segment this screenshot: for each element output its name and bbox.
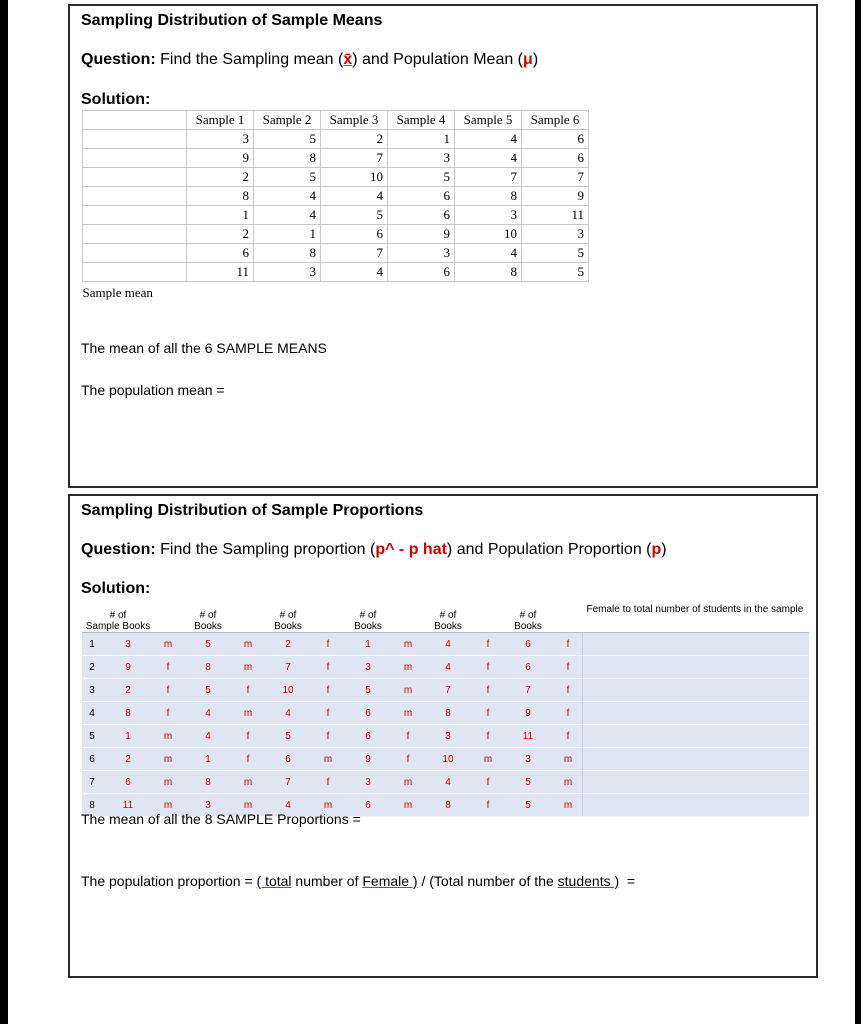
sample-value: 6 bbox=[187, 244, 254, 263]
books-value: 8 bbox=[422, 702, 474, 725]
table-row bbox=[82, 748, 809, 771]
gender-value: f bbox=[474, 679, 502, 702]
question-label: Question: bbox=[81, 541, 156, 558]
sample-value: 7 bbox=[455, 168, 522, 187]
sample-header: Sample 3 bbox=[321, 111, 388, 130]
sample-value: 4 bbox=[455, 149, 522, 168]
gender-value: m bbox=[394, 702, 422, 725]
gender-value: m bbox=[314, 794, 342, 817]
pop-prop-female: Female ) bbox=[362, 873, 418, 889]
books-value: 3 bbox=[102, 633, 154, 656]
sample-value: 8 bbox=[187, 187, 254, 206]
sample-value: 4 bbox=[321, 187, 388, 206]
mu-symbol: μ bbox=[523, 51, 533, 68]
sample-value: 9 bbox=[187, 149, 254, 168]
sample-value: 6 bbox=[321, 225, 388, 244]
col-header: # of Books bbox=[502, 600, 554, 633]
pop-prop-prefix: The population proportion = bbox=[81, 873, 257, 889]
sample-value: 11 bbox=[187, 263, 254, 282]
sample-value: 1 bbox=[388, 130, 455, 149]
table-row bbox=[83, 206, 589, 225]
gender-value: m bbox=[394, 771, 422, 794]
sample-value: 4 bbox=[455, 244, 522, 263]
question-label: Question: bbox=[81, 51, 156, 68]
mean-of-proportions-text: The mean of all the 8 SAMPLE Proportions = bbox=[81, 811, 361, 827]
gender-value: m bbox=[234, 702, 262, 725]
question-line bbox=[81, 541, 667, 559]
gender-value: f bbox=[474, 702, 502, 725]
row-index: 1 bbox=[82, 633, 102, 656]
row-index: 6 bbox=[82, 748, 102, 771]
books-value: 8 bbox=[182, 656, 234, 679]
gender-value: f bbox=[554, 702, 583, 725]
gender-value: f bbox=[314, 702, 342, 725]
samples-table bbox=[82, 110, 589, 304]
sample-header: Sample 1 bbox=[187, 111, 254, 130]
sample-value: 9 bbox=[522, 187, 589, 206]
books-value: 9 bbox=[102, 656, 154, 679]
gender-value: f bbox=[474, 656, 502, 679]
books-value: 3 bbox=[502, 748, 554, 771]
question-line bbox=[81, 51, 538, 69]
gender-value: m bbox=[234, 656, 262, 679]
table-header-row bbox=[83, 111, 589, 130]
row-index: 2 bbox=[82, 656, 102, 679]
sample-value: 7 bbox=[321, 244, 388, 263]
gender-value: f bbox=[154, 679, 182, 702]
gender-value: m bbox=[554, 794, 583, 817]
gender-value: f bbox=[314, 679, 342, 702]
books-value: 1 bbox=[182, 748, 234, 771]
gender-value: m bbox=[394, 656, 422, 679]
sample-value: 1 bbox=[254, 225, 321, 244]
sample-value: 9 bbox=[388, 225, 455, 244]
books-value: 2 bbox=[102, 679, 154, 702]
sample-header: Sample 6 bbox=[522, 111, 589, 130]
books-value: 1 bbox=[342, 633, 394, 656]
table-row bbox=[82, 633, 809, 656]
gender-value: f bbox=[234, 748, 262, 771]
gender-value: f bbox=[234, 679, 262, 702]
gender-value: m bbox=[554, 748, 583, 771]
table-row bbox=[82, 702, 809, 725]
sample-value: 11 bbox=[522, 206, 589, 225]
sample-value: 4 bbox=[254, 206, 321, 225]
table-header-row bbox=[82, 600, 809, 633]
books-value: 4 bbox=[422, 656, 474, 679]
sample-proportions-section bbox=[68, 494, 818, 978]
gender-value: f bbox=[154, 702, 182, 725]
sample-value: 2 bbox=[187, 225, 254, 244]
gender-value: f bbox=[554, 725, 583, 748]
gender-value: f bbox=[154, 656, 182, 679]
gender-value: m bbox=[154, 748, 182, 771]
female-ratio-header: Female to total number of students in the sample bbox=[583, 600, 809, 633]
sample-value: 4 bbox=[321, 263, 388, 282]
table-row bbox=[83, 187, 589, 206]
books-value: 7 bbox=[502, 679, 554, 702]
sample-value: 3 bbox=[187, 130, 254, 149]
gender-value: f bbox=[554, 679, 583, 702]
col-header: # of Books bbox=[342, 600, 394, 633]
gender-value: f bbox=[314, 656, 342, 679]
sample-value: 5 bbox=[321, 206, 388, 225]
gender-value: f bbox=[474, 725, 502, 748]
gender-value: f bbox=[394, 725, 422, 748]
gender-value: m bbox=[154, 633, 182, 656]
pop-prop-mid2: / (Total number of the bbox=[417, 873, 558, 889]
table-row bbox=[82, 656, 809, 679]
books-value: 5 bbox=[182, 679, 234, 702]
col-header: # of Books bbox=[422, 600, 474, 633]
gender-value: m bbox=[234, 771, 262, 794]
sample-value: 5 bbox=[254, 130, 321, 149]
sample-means-section bbox=[68, 4, 818, 488]
sample-value: 4 bbox=[455, 130, 522, 149]
table-row bbox=[83, 263, 589, 282]
books-value: 6 bbox=[502, 656, 554, 679]
sample-value: 3 bbox=[388, 244, 455, 263]
sample-value: 3 bbox=[455, 206, 522, 225]
gender-value: m bbox=[234, 633, 262, 656]
solution-label: Solution: bbox=[81, 580, 151, 597]
sample-value: 8 bbox=[254, 244, 321, 263]
sample-mean-label: Sample mean bbox=[82, 284, 153, 300]
sample-value: 2 bbox=[187, 168, 254, 187]
books-value: 5 bbox=[182, 633, 234, 656]
books-value: 9 bbox=[342, 748, 394, 771]
p-symbol: p bbox=[651, 541, 662, 558]
row-index: 5 bbox=[82, 725, 102, 748]
gender-value: f bbox=[474, 771, 502, 794]
sample-value: 6 bbox=[388, 206, 455, 225]
sample-value: 1 bbox=[187, 206, 254, 225]
sample-header: Sample 5 bbox=[455, 111, 522, 130]
sample-value: 10 bbox=[321, 168, 388, 187]
question-text: Find the Sampling mean ( bbox=[160, 51, 344, 68]
gender-value: m bbox=[234, 794, 262, 817]
sample-value: 6 bbox=[388, 263, 455, 282]
gender-value: m bbox=[154, 771, 182, 794]
right-black-border bbox=[855, 0, 861, 1024]
gender-value: f bbox=[314, 725, 342, 748]
female-ratio-cell bbox=[583, 702, 809, 725]
female-ratio-cell bbox=[583, 771, 809, 794]
solution-label: Solution: bbox=[81, 91, 151, 108]
question-text: Find the Sampling proportion ( bbox=[160, 541, 376, 558]
books-value: 3 bbox=[342, 656, 394, 679]
books-value: 9 bbox=[502, 702, 554, 725]
sample-value: 5 bbox=[388, 168, 455, 187]
books-value: 3 bbox=[182, 794, 234, 817]
books-value: 8 bbox=[182, 771, 234, 794]
sample-value: 6 bbox=[388, 187, 455, 206]
table-row bbox=[82, 771, 809, 794]
books-value: 6 bbox=[102, 771, 154, 794]
books-value: 5 bbox=[262, 725, 314, 748]
row-index: 8 bbox=[82, 794, 102, 817]
section-title: Sampling Distribution of Sample Means bbox=[81, 12, 383, 29]
gender-value: m bbox=[394, 794, 422, 817]
female-ratio-cell bbox=[583, 794, 809, 817]
gender-value: f bbox=[554, 656, 583, 679]
table-row bbox=[83, 244, 589, 263]
female-ratio-cell bbox=[583, 748, 809, 771]
row-index: 7 bbox=[82, 771, 102, 794]
question-end: ) bbox=[661, 541, 667, 558]
books-value: 4 bbox=[262, 794, 314, 817]
sample-value: 8 bbox=[455, 263, 522, 282]
sample-mean-row bbox=[83, 282, 589, 304]
books-value: 8 bbox=[422, 794, 474, 817]
question-mid: ) and Population Mean ( bbox=[352, 51, 524, 68]
proportions-table-wrap bbox=[82, 600, 809, 817]
table-row bbox=[83, 168, 589, 187]
books-value: 4 bbox=[182, 702, 234, 725]
sample-value: 6 bbox=[522, 149, 589, 168]
col-header: # of Books bbox=[182, 600, 234, 633]
row-index: 3 bbox=[82, 679, 102, 702]
sample-value: 7 bbox=[321, 149, 388, 168]
female-ratio-cell bbox=[583, 679, 809, 702]
books-value: 4 bbox=[182, 725, 234, 748]
section-title: Sampling Distribution of Sample Proportions bbox=[81, 502, 424, 519]
books-value: 11 bbox=[102, 794, 154, 817]
books-value: 6 bbox=[502, 633, 554, 656]
sample-value: 5 bbox=[522, 244, 589, 263]
books-value: 1 bbox=[102, 725, 154, 748]
books-value: 8 bbox=[102, 702, 154, 725]
pop-prop-mid1: number of bbox=[291, 873, 363, 889]
gender-value: f bbox=[314, 771, 342, 794]
sample-value: 3 bbox=[522, 225, 589, 244]
table-row bbox=[83, 130, 589, 149]
female-ratio-cell bbox=[583, 656, 809, 679]
pop-prop-students: students ) bbox=[557, 873, 620, 889]
xbar-symbol: x̄ bbox=[343, 51, 353, 68]
phat-symbol: p^ - p hat bbox=[375, 541, 447, 558]
books-value: 7 bbox=[422, 679, 474, 702]
female-ratio-cell bbox=[583, 725, 809, 748]
gender-value: f bbox=[554, 633, 583, 656]
sample-value: 3 bbox=[254, 263, 321, 282]
gender-value: f bbox=[474, 794, 502, 817]
gender-value: m bbox=[394, 679, 422, 702]
gender-value: m bbox=[154, 725, 182, 748]
sample-value: 8 bbox=[455, 187, 522, 206]
sample-value: 8 bbox=[254, 149, 321, 168]
sample-value: 6 bbox=[522, 130, 589, 149]
table-row bbox=[83, 225, 589, 244]
books-value: 10 bbox=[262, 679, 314, 702]
table-row bbox=[83, 149, 589, 168]
books-value: 4 bbox=[422, 633, 474, 656]
books-value: 3 bbox=[422, 725, 474, 748]
gender-value: m bbox=[554, 771, 583, 794]
books-value: 10 bbox=[422, 748, 474, 771]
pop-prop-total: ( total bbox=[256, 873, 292, 889]
gender-value: f bbox=[314, 633, 342, 656]
col-header: # of Sample Books bbox=[82, 600, 154, 633]
gender-value: m bbox=[154, 794, 182, 817]
col-header: # of Books bbox=[262, 600, 314, 633]
table-row bbox=[82, 725, 809, 748]
books-value: 3 bbox=[342, 771, 394, 794]
gender-value: f bbox=[394, 748, 422, 771]
left-black-border bbox=[0, 0, 8, 1024]
gender-value: m bbox=[394, 633, 422, 656]
sample-value: 3 bbox=[388, 149, 455, 168]
books-value: 7 bbox=[262, 771, 314, 794]
books-value: 2 bbox=[262, 633, 314, 656]
sample-header: Sample 4 bbox=[388, 111, 455, 130]
books-value: 2 bbox=[102, 748, 154, 771]
female-ratio-cell bbox=[583, 633, 809, 656]
books-value: 11 bbox=[502, 725, 554, 748]
gender-value: m bbox=[314, 748, 342, 771]
books-value: 6 bbox=[342, 725, 394, 748]
gender-value: f bbox=[474, 633, 502, 656]
books-value: 5 bbox=[342, 679, 394, 702]
sample-value: 7 bbox=[522, 168, 589, 187]
books-value: 4 bbox=[262, 702, 314, 725]
sample-header: Sample 2 bbox=[254, 111, 321, 130]
books-value: 6 bbox=[342, 794, 394, 817]
books-value: 7 bbox=[262, 656, 314, 679]
gender-value: m bbox=[474, 748, 502, 771]
pop-prop-end: = bbox=[619, 873, 636, 889]
table-row bbox=[82, 679, 809, 702]
sample-value: 10 bbox=[455, 225, 522, 244]
question-mid: ) and Population Proportion ( bbox=[446, 541, 652, 558]
books-value: 5 bbox=[502, 771, 554, 794]
books-value: 6 bbox=[262, 748, 314, 771]
row-index: 4 bbox=[82, 702, 102, 725]
sample-value: 4 bbox=[254, 187, 321, 206]
sample-value: 5 bbox=[254, 168, 321, 187]
books-value: 6 bbox=[342, 702, 394, 725]
question-end: ) bbox=[532, 51, 539, 68]
mean-of-means-text: The mean of all the 6 SAMPLE MEANS bbox=[81, 340, 327, 356]
books-value: 4 bbox=[422, 771, 474, 794]
sample-value: 2 bbox=[321, 130, 388, 149]
proportions-table bbox=[82, 600, 809, 817]
population-proportion-line bbox=[81, 873, 635, 889]
population-mean-text: The population mean = bbox=[81, 382, 225, 398]
gender-value: f bbox=[234, 725, 262, 748]
books-value: 5 bbox=[502, 794, 554, 817]
sample-value: 5 bbox=[522, 263, 589, 282]
